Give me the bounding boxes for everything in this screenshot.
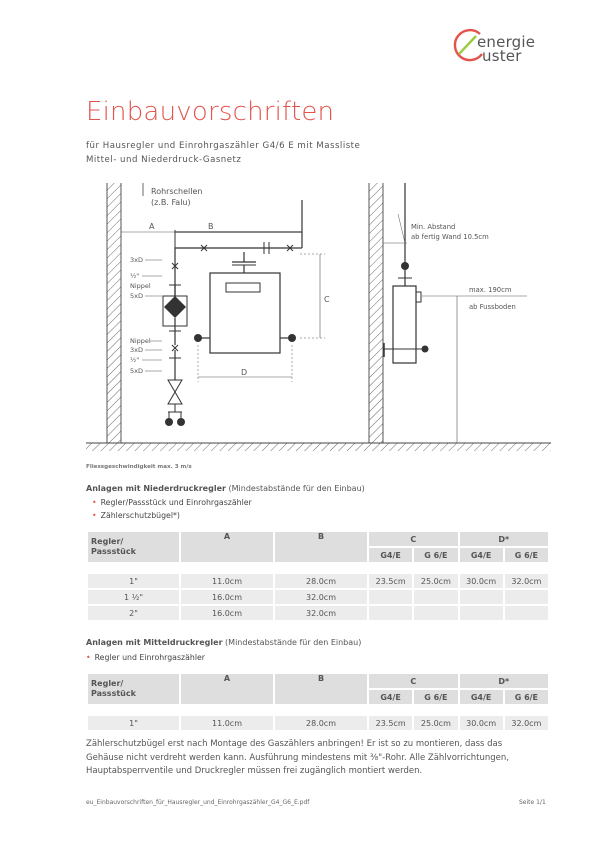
table2-sub-2: G 6/E xyxy=(414,690,457,704)
min-abstand-line2: ab fertig Wand 10.5cm xyxy=(411,233,489,241)
table-row xyxy=(88,574,548,588)
section2-bullet-1: • Regler und Einrohrgaszähler xyxy=(86,653,205,662)
table-row xyxy=(88,716,548,730)
table1-sub-3: G4/E xyxy=(460,548,503,562)
subtitle-line2: Mittel- und Niederdruck-Gasnetz xyxy=(86,155,242,165)
section2-heading xyxy=(86,638,361,647)
table1-sub-4: G 6/E xyxy=(505,548,548,562)
table-cell: 30.0cm xyxy=(460,574,503,588)
table1-header-col0: Regler/ Passstück xyxy=(88,532,179,562)
table-cell: 32.0cm xyxy=(505,716,548,730)
table-cell: 30.0cm xyxy=(460,716,503,730)
max-hoehe-line1: max. 190cm xyxy=(469,286,512,294)
floor xyxy=(86,443,551,451)
dimension-a-label: A xyxy=(149,222,155,231)
table-cell: 23.5cm xyxy=(369,574,412,588)
section2-bullet-1-text: Regler und Einrohrgaszähler xyxy=(94,653,205,662)
left-label-6: 3xD xyxy=(130,346,143,354)
note-line2: Gehäuse nicht verdreht werden kann. Ausführung mindestens mit ⅜"-Rohr. Alle Zählvorrichtungen, xyxy=(86,752,509,763)
table1-header-b: B xyxy=(275,532,367,562)
table1-sub-2: G 6/E xyxy=(414,548,457,562)
section1-heading-bold: Anlagen mit Niederdruckregler xyxy=(86,484,226,493)
section2-heading-bold: Anlagen mit Mitteldruckregler xyxy=(86,638,223,647)
table-cell: 16.0cm xyxy=(181,590,273,604)
logo-text-line1: energie xyxy=(477,33,536,51)
table2-sub-3: G4/E xyxy=(460,690,503,704)
logo xyxy=(452,26,562,72)
left-label-4: 5xD xyxy=(130,292,143,300)
left-label-2: ½" xyxy=(130,272,140,280)
section1-bullet-2: • Zählerschutzbügel*) xyxy=(92,511,180,520)
table-cell xyxy=(414,590,457,604)
left-label-5: Nippel xyxy=(130,337,151,345)
table-cell: 2" xyxy=(88,606,179,620)
left-label-8: 5xD xyxy=(130,367,143,375)
installation-note xyxy=(86,738,546,779)
table-cell: 23.5cm xyxy=(369,716,412,730)
section1-heading-light: (Mindestabstände für den Einbau) xyxy=(225,484,365,493)
table2-sub-4: G 6/E xyxy=(505,690,548,704)
table1-header-d: D* xyxy=(460,532,549,546)
subtitle-line1: für Hausregler und Einrohrgaszähler G4/6 E mit Massliste xyxy=(86,141,361,151)
table-row xyxy=(88,606,548,620)
table2-header-d: D* xyxy=(460,674,549,688)
section1-bullet-1-text: Regler/Passstück und Einrohrgaszähler xyxy=(100,498,252,507)
left-label-7: ½" xyxy=(130,356,140,364)
section1-heading xyxy=(86,484,365,493)
table-cell: 11.0cm xyxy=(181,574,273,588)
wall-left xyxy=(107,183,121,443)
table-cell: 1" xyxy=(88,716,179,730)
table-cell: 16.0cm xyxy=(181,606,273,620)
table2-header-b: B xyxy=(275,674,367,704)
table-cell xyxy=(369,590,412,604)
dimension-d-label: D xyxy=(241,368,248,377)
table-cell: 11.0cm xyxy=(181,716,273,730)
table-cell xyxy=(505,590,548,604)
table-cell xyxy=(414,606,457,620)
table-cell: 1" xyxy=(88,574,179,588)
min-abstand-line1: Min. Abstand xyxy=(411,223,456,231)
table2-header-c: C xyxy=(369,674,458,688)
table-cell xyxy=(369,606,412,620)
table1-header-c: C xyxy=(369,532,458,546)
table-cell: 1 ½" xyxy=(88,590,179,604)
page-title: Einbauvorschriften xyxy=(86,97,335,127)
table-niederdruck xyxy=(86,530,550,622)
dimension-c-label: C xyxy=(324,295,330,304)
footer-page: Seite 1/1 xyxy=(519,799,546,806)
flow-note: Fliessgeschwindigkeit max. 3 m/s xyxy=(86,464,192,470)
table-cell xyxy=(460,590,503,604)
table-mitteldruck xyxy=(86,672,550,732)
left-label-3: Nippel xyxy=(130,282,151,290)
table1-sub-1: G4/E xyxy=(369,548,412,562)
section1-bullet-2-text: Zählerschutzbügel*) xyxy=(100,511,180,520)
wall-right xyxy=(369,183,383,443)
footer-filename: eu_Einbauvorschriften_für_Hausregler_und_Einrohrgaszähler_G4_G6_E.pdf xyxy=(86,799,310,806)
note-line3: Hauptabsperrventile und Druckregler müssen frei zugänglich montiert werden. xyxy=(86,766,423,776)
table-cell: 25.0cm xyxy=(414,574,457,588)
installation-diagram xyxy=(0,175,595,475)
table1-header-a: A xyxy=(181,532,273,562)
table2-sub-1: G4/E xyxy=(369,690,412,704)
table-cell: 28.0cm xyxy=(275,574,367,588)
table-cell: 32.0cm xyxy=(275,590,367,604)
table-cell: 25.0cm xyxy=(414,716,457,730)
table-cell: 28.0cm xyxy=(275,716,367,730)
table-row xyxy=(88,590,548,604)
table2-header-a: A xyxy=(181,674,273,704)
table-cell xyxy=(505,606,548,620)
section2-heading-light: (Mindestabstände für den Einbau) xyxy=(222,638,362,647)
section1-bullet-1: • Regler/Passstück und Einrohrgaszähler xyxy=(92,498,252,507)
rohrschellen-label-2: (z.B. Falu) xyxy=(151,198,191,207)
table-cell xyxy=(460,606,503,620)
left-label-1: 3xD xyxy=(130,256,143,264)
dimension-b-label: B xyxy=(208,222,214,231)
note-line1: Zählerschutzbügel erst nach Montage des Gaszählers anbringen! Er ist so zu montieren, dass das xyxy=(86,739,503,749)
meter-side-view xyxy=(393,286,416,363)
rohrschellen-label-1: Rohrschellen xyxy=(151,187,203,196)
table-cell: 32.0cm xyxy=(275,606,367,620)
max-hoehe-line2: ab Fussboden xyxy=(469,303,516,311)
logo-text-line2: uster xyxy=(482,47,522,65)
gas-meter xyxy=(210,273,280,353)
table-cell: 32.0cm xyxy=(505,574,548,588)
table2-header-col0: Regler/ Passstück xyxy=(88,674,179,704)
